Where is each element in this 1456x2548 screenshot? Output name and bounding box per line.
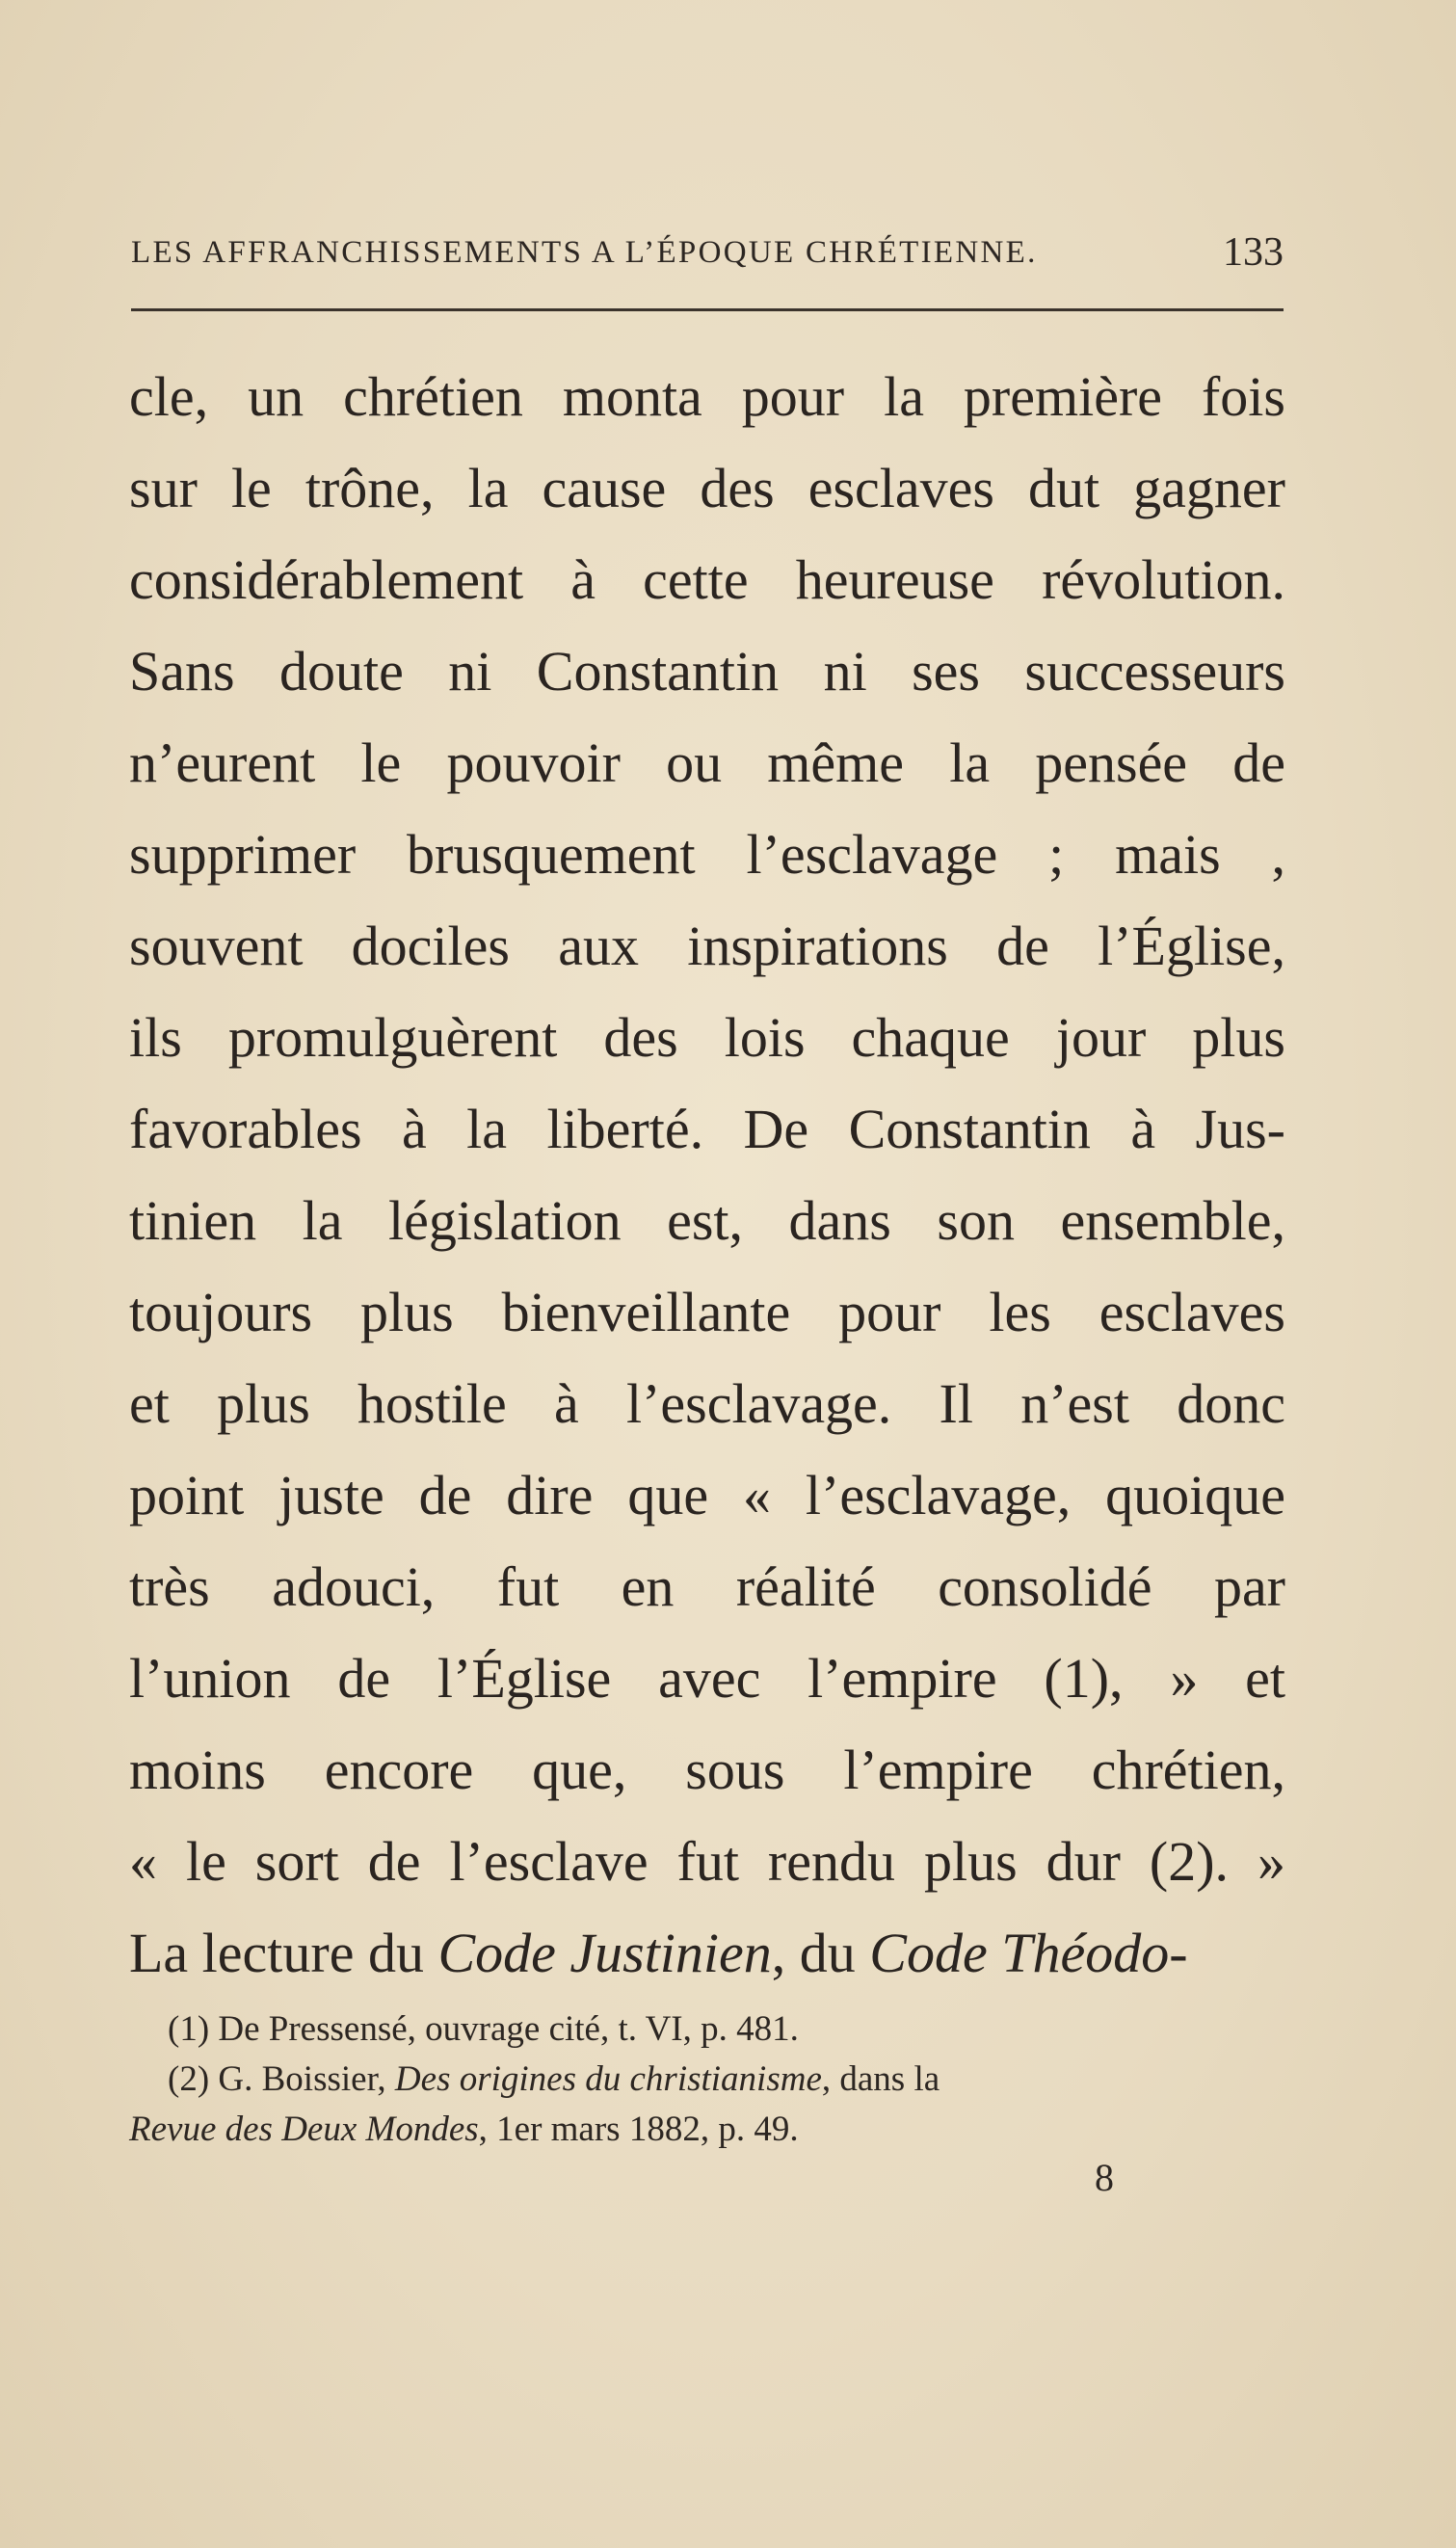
body-line: supprimer brusquement l’esclavage ; mais ,	[129, 823, 1285, 886]
running-header	[131, 230, 1284, 283]
body-line: souvent dociles aux inspirations de l’Église,	[129, 915, 1285, 977]
body-line: n’eurent le pouvoir ou même la pensée de	[129, 731, 1285, 794]
body-line: favorables à la liberté. De Constantin à Jus-	[129, 1098, 1285, 1160]
last-line-prefix: La lecture du	[129, 1922, 438, 1984]
body-line: cle, un chrétien monta pour la première fois	[129, 365, 1285, 428]
last-line-middle: , du	[771, 1922, 870, 1984]
code-justinien-title: Code Justinien	[437, 1922, 772, 1984]
footnote-2-suffix: , dans la	[821, 2059, 940, 2099]
body-line: très adouci, fut en réalité consolidé par	[129, 1555, 1285, 1618]
body-text	[129, 358, 1285, 2006]
body-line: considérablement à cette heureuse révolution.	[129, 548, 1285, 611]
footnote-2-date: , 1er mars 1882, p. 49.	[478, 2110, 799, 2149]
body-last-line	[129, 1915, 1285, 2006]
footnote-2-continuation	[129, 2105, 1285, 2155]
running-title: LES AFFRANCHISSEMENTS A L’ÉPOQUE CHRÉTIENNE.	[131, 235, 1038, 270]
body-line: ils promulguèrent des lois chaque jour plus	[129, 1006, 1285, 1069]
body-line: moins encore que, sous l’empire chrétien,	[129, 1738, 1285, 1801]
code-theodosien-title: Code Théodo-	[869, 1922, 1188, 1984]
body-line: Sans doute ni Constantin ni ses successeurs	[129, 640, 1285, 703]
body-line: tinien la législation est, dans son ensemble,	[129, 1189, 1285, 1252]
footnote-2-prefix: (2) G. Boissier,	[168, 2059, 395, 2099]
body-line: toujours plus bienveillante pour les esclaves	[129, 1281, 1285, 1343]
header-rule	[131, 308, 1284, 311]
footnote-1: (1) De Pressensé, ouvrage cité, t. VI, p. 481.	[168, 2009, 799, 2049]
page-number: 133	[1223, 230, 1284, 275]
footnote-2	[129, 2055, 1285, 2105]
body-line: l’union de l’Église avec l’empire (1), » et	[129, 1647, 1285, 1710]
footnote-2-title: Des origines du christianisme	[394, 2059, 822, 2099]
signature-mark: 8	[1095, 2156, 1114, 2199]
body-line: « le sort de l’esclave fut rendu plus dur (2). »	[129, 1830, 1285, 1893]
body-line: sur le trône, la cause des esclaves dut gagner	[129, 457, 1285, 519]
footnotes	[129, 2004, 1285, 2155]
journal-title: Revue des Deux Mondes	[129, 2110, 479, 2149]
body-line: point juste de dire que « l’esclavage, quoique	[129, 1464, 1285, 1526]
body-line: et plus hostile à l’esclavage. Il n’est donc	[129, 1372, 1285, 1435]
